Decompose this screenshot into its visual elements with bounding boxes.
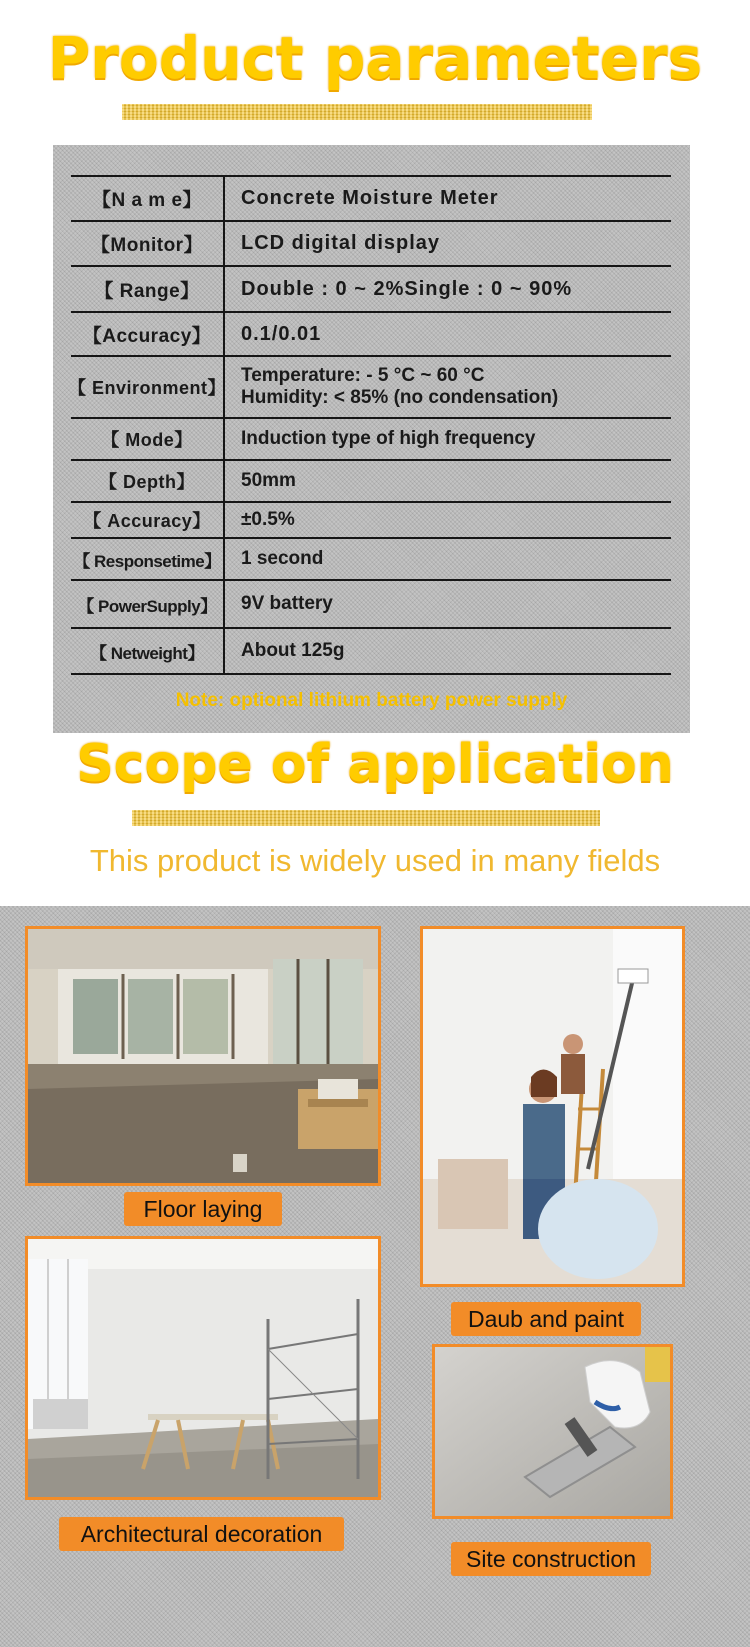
table-row (71, 459, 671, 501)
daub-paint-label: Daub and paint (451, 1302, 641, 1336)
param-value: ±0.5% (241, 509, 295, 530)
renovation-room-image (28, 1239, 378, 1497)
table-row (71, 501, 671, 537)
param-value: Induction type of high frequency (241, 428, 536, 449)
floor-laying-label: Floor laying (124, 1192, 282, 1226)
floor-laying-photo (25, 926, 381, 1186)
parameters-panel (53, 145, 690, 733)
param-value: 0.1/0.01 (241, 322, 322, 345)
param-value: 50mm (241, 470, 296, 491)
scope-subtitle: This product is widely used in many fields (89, 843, 661, 878)
param-key: 【Monitor】 (71, 222, 225, 265)
param-key: 【 Depth】 (71, 461, 225, 501)
table-row (71, 311, 671, 355)
application-panel (0, 906, 750, 1647)
param-key: 【 Netweight】 (71, 629, 225, 673)
battery-note: Note: optional lithium battery power supply (175, 690, 568, 711)
site-construction-label: Site construction (451, 1542, 651, 1576)
trowel-concrete-image (435, 1347, 670, 1516)
param-value: 1 second (241, 548, 324, 569)
room-interior-image (28, 929, 378, 1183)
table-row (68, 355, 671, 417)
param-value: Double : 0 ~ 2%Single : 0 ~ 90% (241, 277, 573, 300)
parameters-table (68, 175, 671, 675)
table-row (71, 417, 671, 459)
table-row (71, 220, 671, 265)
param-key: 【 PowerSupply】 (71, 581, 225, 627)
architectural-decoration-photo (25, 1236, 381, 1500)
param-key: 【 Responsetime】 (71, 539, 225, 579)
param-value: About 125g (241, 640, 345, 661)
param-key: 【 Environment】 (71, 357, 225, 417)
param-value-line: Humidity: < 85% (no condensation) (241, 387, 559, 408)
scope-title: Scope of application (76, 734, 674, 794)
param-key: 【Accuracy】 (71, 313, 225, 355)
painting-wall-image (423, 929, 682, 1284)
table-row (71, 627, 671, 675)
table-row (71, 175, 671, 220)
daub-paint-photo (420, 926, 685, 1287)
architectural-decoration-label: Architectural decoration (59, 1517, 344, 1551)
site-construction-photo (432, 1344, 673, 1519)
product-parameters-title: Product parameters (47, 24, 703, 92)
param-value (225, 365, 558, 409)
param-key: 【N a m e】 (71, 177, 225, 220)
param-value: LCD digital display (241, 232, 441, 254)
param-key: 【 Accuracy】 (71, 503, 225, 537)
scope-underline-bar (132, 810, 600, 826)
table-row (71, 579, 671, 627)
param-key: 【 Range】 (71, 267, 225, 311)
table-row (71, 537, 671, 579)
param-key: 【 Mode】 (71, 419, 225, 459)
title-underline-bar (122, 104, 592, 120)
table-row (71, 265, 671, 311)
param-value-line: Temperature: - 5 °C ~ 60 °C (241, 365, 485, 386)
param-value: 9V battery (241, 593, 333, 614)
param-value: Concrete Moisture Meter (241, 187, 499, 209)
